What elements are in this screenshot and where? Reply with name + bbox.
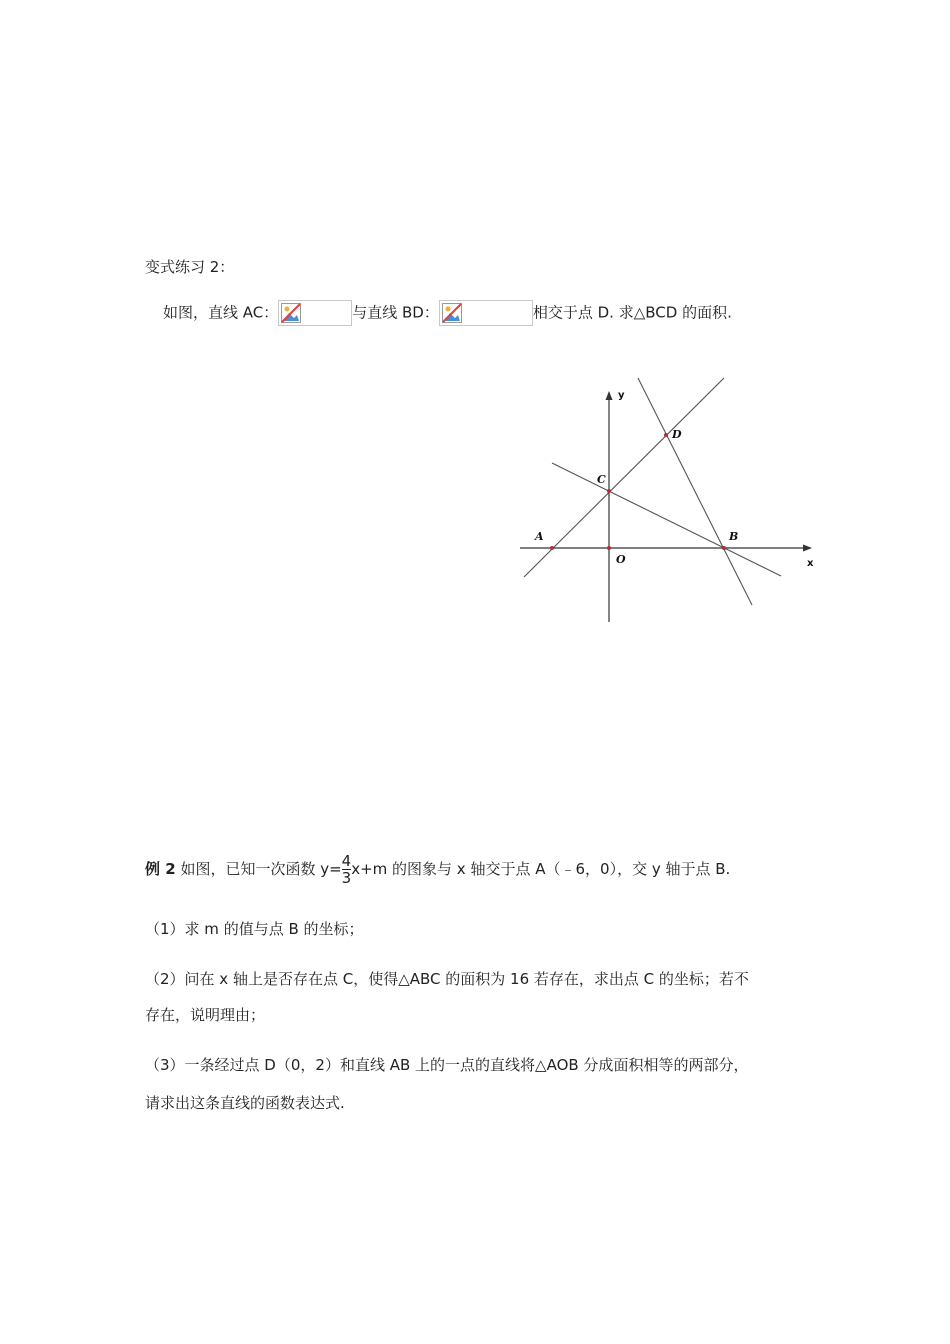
- point-c: [607, 489, 611, 493]
- fraction-numerator: 4: [341, 852, 352, 870]
- question-3-line-1: （3）一条经过点 D（0，2）和直线 AB 上的一点的直线将△AOB 分成面积相等的两部分，: [145, 1056, 749, 1074]
- exercise-mid: 与直线 BD：: [352, 303, 439, 322]
- point-o: [607, 546, 611, 550]
- y-axis-arrow: [606, 391, 613, 400]
- exercise-tail: 相交于点 D. 求△BCD 的面积.: [532, 303, 732, 322]
- exercise-statement: [163, 300, 732, 326]
- point-d: [664, 433, 668, 437]
- question-1: （1）求 m 的值与点 B 的坐标；: [145, 920, 364, 938]
- example2-intro-a: 如图，已知一次函数 y=: [180, 860, 342, 878]
- broken-image-icon: [442, 303, 462, 323]
- label-o: O: [616, 553, 626, 566]
- fraction-four-thirds: [342, 853, 352, 886]
- coordinate-figure: [515, 372, 825, 627]
- line-bd: [638, 378, 752, 605]
- label-x-axis: x: [807, 558, 814, 569]
- example2-label: 例 2: [145, 860, 176, 878]
- broken-image-icon: [281, 303, 301, 323]
- line-cb: [552, 463, 781, 576]
- label-c: C: [597, 473, 606, 486]
- fraction-denominator: 3: [341, 869, 352, 887]
- point-b: [722, 546, 726, 550]
- label-d: D: [672, 428, 682, 441]
- point-a: [550, 546, 554, 550]
- line-ac: [524, 378, 724, 577]
- question-2-line-2: 存在，说明理由；: [145, 1006, 266, 1024]
- question-3-line-2: 请求出这条直线的函数表达式.: [145, 1094, 345, 1112]
- label-y-axis: y: [618, 390, 625, 401]
- exercise-lead: 如图，直线 AC：: [163, 303, 279, 322]
- label-a: A: [535, 530, 544, 543]
- label-b: B: [729, 530, 739, 543]
- section-title: 变式练习 2：: [145, 258, 235, 276]
- example2-intro-b: x+m 的图象与 x 轴交于点 A（﹣6，0），交 y 轴于点 B.: [351, 860, 731, 878]
- x-axis-arrow: [803, 545, 812, 552]
- example2-statement: [145, 853, 730, 886]
- equation-image-ac: [278, 300, 352, 326]
- equation-image-bd: [439, 300, 533, 326]
- question-2-line-1: （2）问在 x 轴上是否存在点 C，使得△ABC 的面积为 16 若存在，求出点 C 的坐标；若不: [145, 970, 749, 988]
